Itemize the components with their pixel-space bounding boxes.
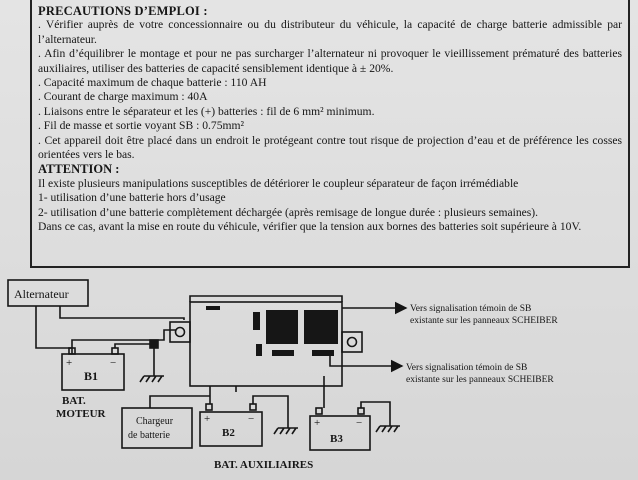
b1-plus: +: [66, 357, 73, 369]
b2-minus: −: [248, 413, 255, 425]
instruction-paragraph: . Cet appareil doit être placé dans un endroit le protégeant contre tout risque de projection d’eau et de préférence les cosses orientées vers le bas.: [38, 133, 622, 162]
instruction-paragraph: . Vérifier auprès de votre concessionnaire ou du distributeur du véhicule, la capacité de charge batterie admissible par l’alternateur.: [38, 18, 622, 46]
instruction-paragraph: . Afin d’équilibrer le montage et pour ne pas surcharger l’alternateur ni provoquer le vieillissement prématuré des batteries auxiliaires, utiliser des batteries de capacité sensiblement identique à ± 20%.: [38, 47, 622, 75]
attention-title: ATTENTION :: [38, 162, 120, 177]
b1-minus: −: [110, 357, 117, 369]
attention-line: Dans ce cas, avant la mise en route du véhicule, vérifier que la tension aux bornes des batteries soit supérieure à 10V.: [38, 220, 582, 234]
signal1-line2: existante sur les panneaux SCHEIBER: [410, 316, 558, 326]
charger-label-2: de batterie: [128, 430, 170, 441]
b1-label: B1: [84, 369, 99, 383]
b1-caption-2: MOTEUR: [56, 408, 106, 420]
signal1-line1: Vers signalisation témoin de SB: [410, 304, 532, 314]
b3-plus: +: [314, 417, 321, 429]
instruction-paragraph: . Fil de masse et sortie voyant SB : 0.75mm²: [38, 119, 245, 133]
instruction-paragraph: . Courant de charge maximum : 40A: [38, 90, 208, 104]
b3-label: B3: [330, 433, 343, 445]
alternator-label: Alternateur: [14, 287, 69, 301]
instructions-box: [30, 0, 630, 268]
attention-line: 1- utilisation d’une batterie hors d’usage: [38, 191, 226, 205]
instruction-paragraph: . Capacité maximum de chaque batterie : 110 AH: [38, 76, 267, 90]
charger-box: [122, 408, 192, 448]
b1-ground-wire: [115, 344, 154, 376]
b2-label: B2: [222, 427, 235, 439]
instruction-paragraph: . Liaisons entre le séparateur et les (+) batteries : fil de 6 mm² minimum.: [38, 104, 375, 118]
b2-plus: +: [204, 413, 211, 425]
attention-line: Il existe plusieurs manipulations susceptibles de détériorer le coupleur séparateur de façon irrémédiable: [38, 176, 519, 190]
signal2-line2: existante sur les panneaux SCHEIBER: [406, 375, 554, 385]
wiring-diagram: [0, 268, 638, 480]
aux-caption: BAT. AUXILIAIRES: [214, 459, 314, 471]
charger-label-1: Chargeur: [136, 416, 174, 427]
signal2-line1: Vers signalisation témoin de SB: [406, 363, 528, 373]
instructions-title: PRECAUTIONS D’EMPLOI :: [38, 4, 208, 18]
alternator-d-wire: [60, 306, 184, 320]
b1-caption-1: BAT.: [62, 395, 86, 407]
alternator-wire: [36, 306, 72, 354]
b3-minus: −: [356, 417, 363, 429]
attention-line: 2- utilisation d’une batterie complètement déchargée (après remisage de longue durée : plusieurs semaines).: [38, 205, 539, 219]
